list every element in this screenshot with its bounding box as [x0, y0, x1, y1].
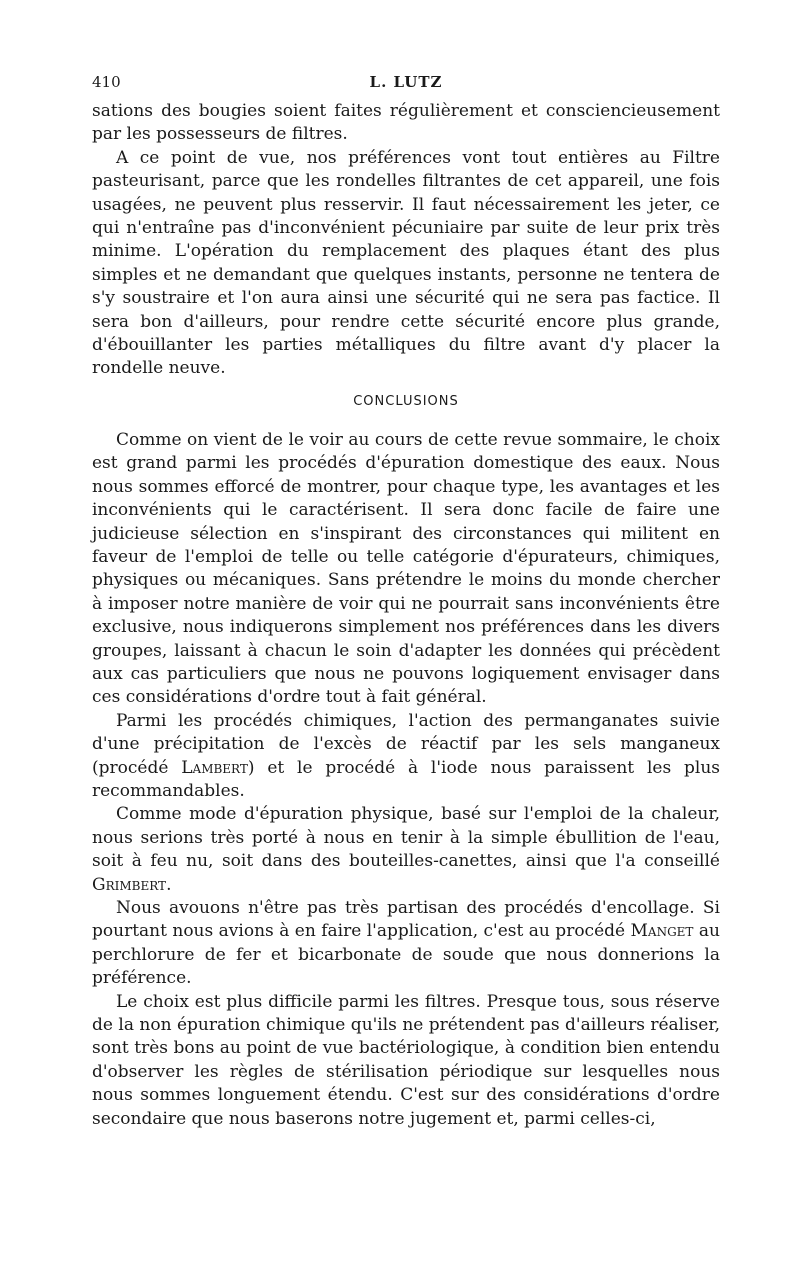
- section-heading-conclusions: CONCLUSIONS: [353, 393, 459, 409]
- paragraph-filtre-pasteurisant: [92, 147, 720, 381]
- paragraph-text: sations des bougies soient faites régulièrement et consciencieusement par les possesseurs de filtres.: [92, 101, 720, 145]
- paragraph-continuation: [92, 100, 720, 147]
- paragraph-physical-processes: [92, 803, 720, 897]
- paragraph-text: Comme on vient de le voir au cours de cette revue sommaire, le choix est grand parmi les procédés d'épuration domestique des eaux. Nous nous sommes efforcé de montrer, pour chaque type, les avantages et les inconvénients qui le caractérisent. Il sera donc facile de faire une judicieuse sélection en s'inspirant des circonstances qui militent en faveur de l'emploi de telle ou telle catégorie d'épurateurs, chimiques, physiques ou mécaniques. Sans prétendre le moins du monde chercher à imposer notre manière de voir qui ne pourrait sans inconvénients être exclusive, nous indiquerons simplement nos préférences dans les divers groupes, laissant à chacun le soin d'adapter les données qui précèdent aux cas particuliers que nous ne pouvons logiquement envisager dans ces considérations d'ordre tout à fait général.: [92, 429, 720, 708]
- paragraph-text: Le choix est plus difficile parmi les filtres. Presque tous, sous réserve de la non épuration chimique qu'ils ne prétendent pas d'ailleurs réaliser, sont très bons au point de vue bactériologique, à condition bien entendu d'observer les règles de stérilisation périodique sur lesquelles nous nous sommes longuement étendu. C'est sur des considérations d'ordre secondaire que nous baserons notre jugement et, parmi celles-ci,: [92, 991, 720, 1129]
- paragraph-conclusions-intro: [92, 429, 720, 710]
- paragraph-text: Parmi les procédés chimiques, l'action des permanganates suivie d'une précipitation de l'excès de réactif par les sels manganeux (procédé: [92, 710, 720, 778]
- author-name-lambert: Lambert: [181, 757, 248, 778]
- paragraph-filters: [92, 991, 720, 1131]
- paragraph-text: .: [166, 874, 172, 895]
- paragraph-text: A ce point de vue, nos préférences vont tout entières au Filtre pasteurisant, parce que les rondelles filtrantes de cet appareil, une fois usagées, ne peuvent plus resservir. Il faut nécessairement les jeter, ce qui n'entraîne pas d'inconvénient pécuniaire par suite de leur prix très minime. L'opération du remplacement des plaques étant des plus simples et ne demandant que quelques instants, personne ne tentera de s'y soustraire et l'on aura ainsi une sécurité qui ne sera pas factice. Il sera bon d'ailleurs, pour rendre cette sécurité encore plus grande, d'ébouillanter les parties métalliques du filtre avant d'y placer la rondelle neuve.: [92, 147, 720, 379]
- paragraph-text: Comme mode d'épuration physique, basé sur l'emploi de la chaleur, nous serions très porté à nous en tenir à la simple ébullition de l'eau, soit à feu nu, soit dans des bouteilles-canettes, ainsi que l'a conseillé: [92, 804, 720, 872]
- author-name-grimbert: Grimbert: [92, 874, 167, 895]
- running-head: L. LUTZ: [369, 73, 443, 91]
- paragraph-text: Nous avouons n'être pas très partisan des procédés d'encollage. Si pourtant nous avions à en faire l'application, c'est au procédé: [92, 898, 720, 942]
- paragraph-text: au perchlorure de fer et bicarbonate de soude que nous donnerions la préférence.: [92, 921, 720, 989]
- book-page: [92, 72, 720, 1131]
- paragraph-encollage: [92, 897, 720, 991]
- author-name-manget: Manget: [630, 921, 694, 942]
- page-number: 410: [92, 73, 121, 91]
- paragraph-text: ) et le procédé à l'iode nous paraissent les plus recommandables.: [92, 757, 720, 801]
- page-header: [92, 72, 720, 100]
- paragraph-chemical-processes: [92, 710, 720, 804]
